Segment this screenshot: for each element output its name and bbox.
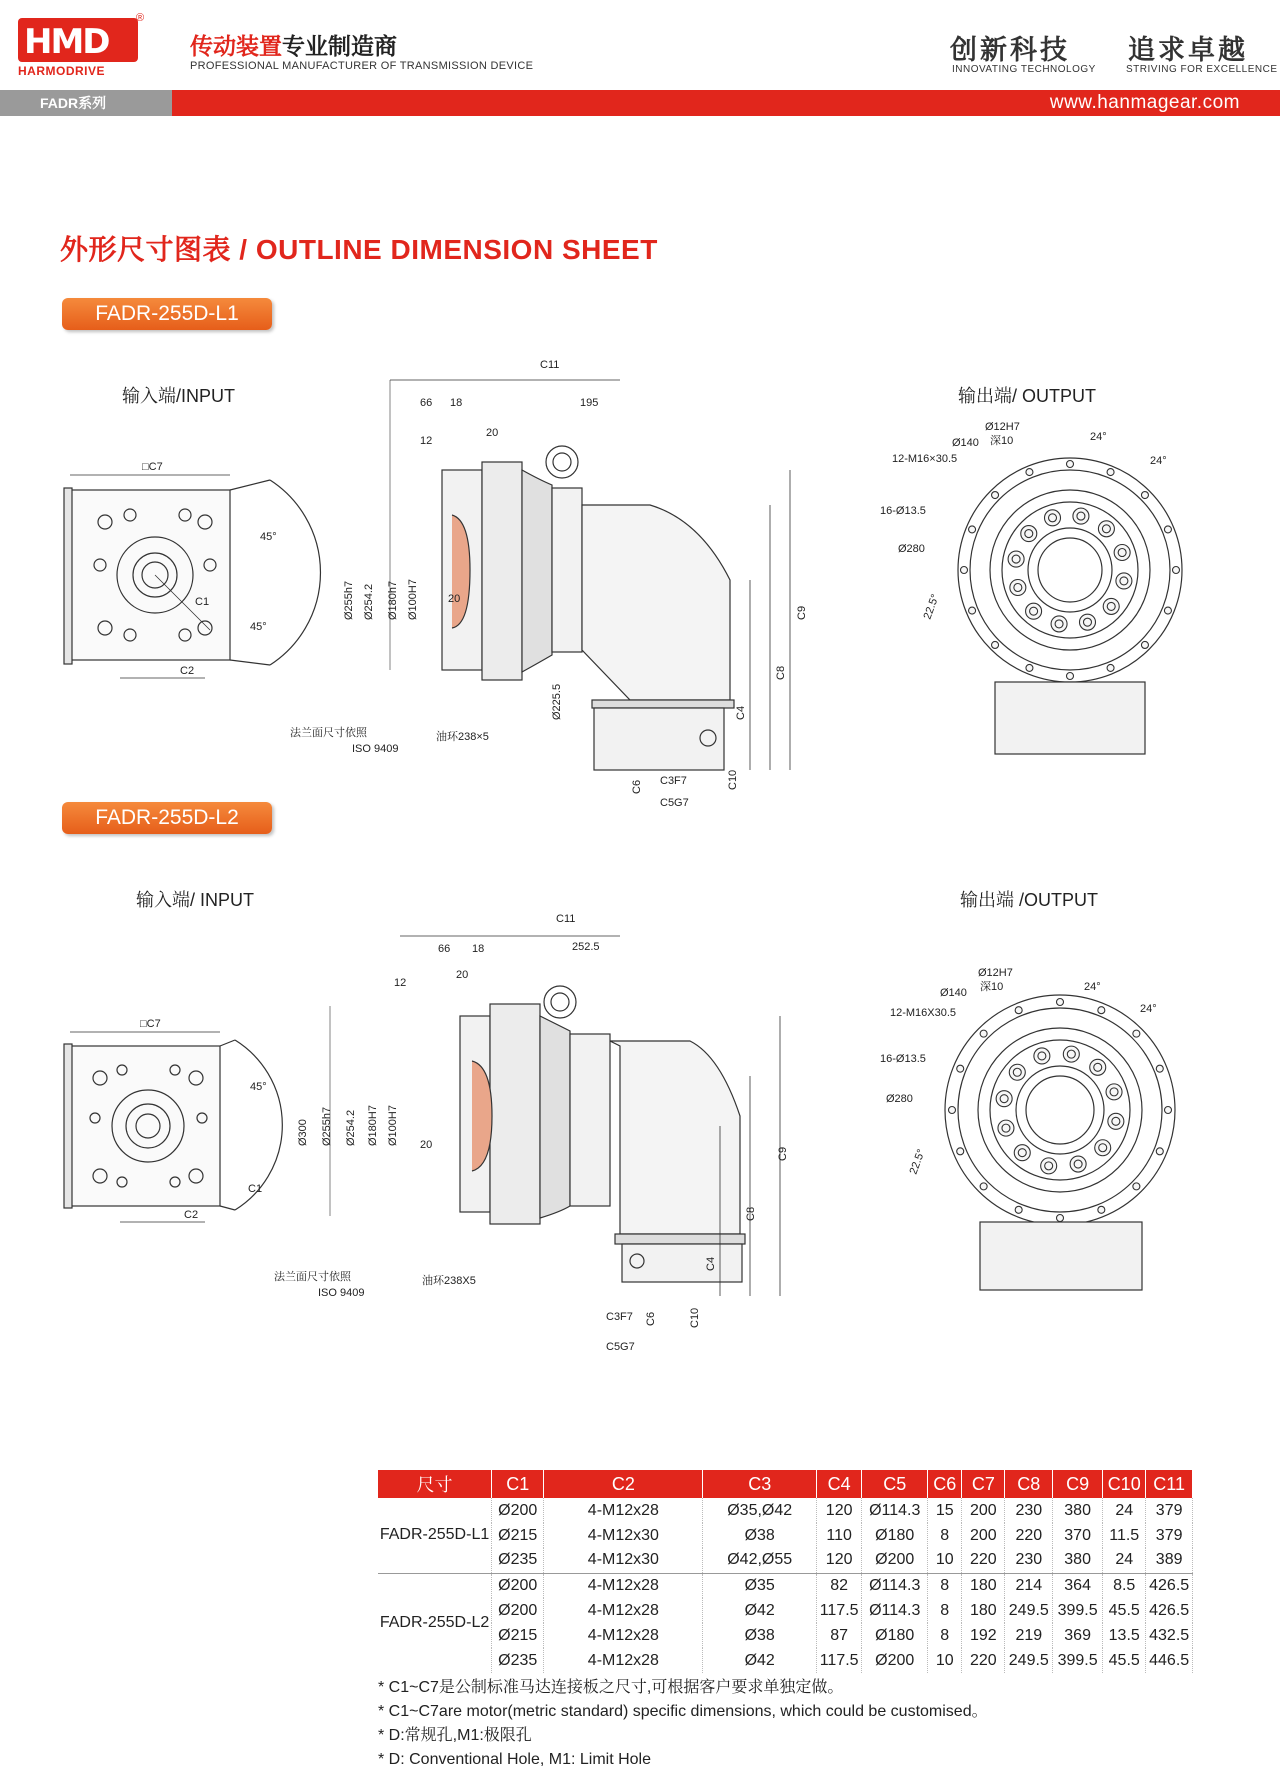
table-header-row bbox=[378, 1470, 1193, 1498]
dim-c1-l2: C1 bbox=[248, 1183, 263, 1195]
table-cell: 180 bbox=[962, 1573, 1005, 1598]
bolt-hole bbox=[949, 1107, 956, 1114]
bolt-hole bbox=[1015, 1206, 1022, 1213]
table-cell: 180 bbox=[962, 1598, 1005, 1623]
table-cell: Ø38 bbox=[703, 1523, 817, 1548]
table-cell: Ø35 bbox=[703, 1573, 817, 1598]
table-header-3: C3 bbox=[703, 1470, 817, 1498]
table-header-8: C8 bbox=[1005, 1470, 1053, 1498]
table-cell: Ø114.3 bbox=[862, 1498, 928, 1523]
table-cell: 230 bbox=[1005, 1498, 1053, 1523]
table-cell: 8.5 bbox=[1103, 1573, 1146, 1598]
dim-140: Ø140 bbox=[952, 437, 979, 449]
table-header-5: C5 bbox=[862, 1470, 928, 1498]
table-cell: Ø42,Ø55 bbox=[703, 1548, 817, 1573]
dim-c6: C6 bbox=[631, 779, 643, 794]
dim-100h7: Ø100H7 bbox=[407, 579, 419, 620]
dim-c11: C11 bbox=[540, 359, 560, 371]
dim-c9-l2: C9 bbox=[777, 1146, 789, 1161]
table-cell: 87 bbox=[817, 1623, 862, 1648]
tagline-english: PROFESSIONAL MANUFACTURER OF TRANSMISSION DEVICE bbox=[190, 60, 534, 72]
slogan-striving-en: STRIVING FOR EXCELLENCE bbox=[1126, 64, 1278, 75]
table-row bbox=[378, 1523, 1193, 1548]
table-cell: 11.5 bbox=[1103, 1523, 1146, 1548]
table-cell: 219 bbox=[1005, 1623, 1053, 1648]
table-cell: 82 bbox=[817, 1573, 862, 1598]
dim-280: Ø280 bbox=[898, 543, 925, 555]
dim-c6-l2: C6 bbox=[645, 1311, 657, 1326]
dim-c11-l2: C11 bbox=[556, 913, 576, 925]
table-row bbox=[378, 1573, 1193, 1598]
flange-note: 法兰面尺寸依照 bbox=[290, 727, 367, 739]
table-cell: 249.5 bbox=[1005, 1648, 1053, 1673]
series-label: FADR系列 bbox=[0, 90, 172, 116]
table-cell: Ø235 bbox=[492, 1548, 544, 1573]
thread-hole-inner bbox=[1112, 1117, 1120, 1125]
dim-c2-l2: C2 bbox=[184, 1209, 199, 1221]
table-cell: 13.5 bbox=[1103, 1623, 1146, 1648]
table-cell: Ø200 bbox=[492, 1598, 544, 1623]
table-cell: 24 bbox=[1103, 1498, 1146, 1523]
dim-c3f7: C3F7 bbox=[660, 775, 687, 787]
table-cell: 15 bbox=[928, 1498, 962, 1523]
dim-195: 195 bbox=[580, 397, 599, 409]
logo-mark bbox=[18, 18, 138, 62]
bolt-hole bbox=[1107, 664, 1114, 671]
bolt-hole bbox=[1057, 1215, 1064, 1222]
table-row bbox=[378, 1598, 1193, 1623]
bolt-hole bbox=[1156, 1065, 1163, 1072]
table-cell: 399.5 bbox=[1053, 1598, 1103, 1623]
table-cell: 220 bbox=[1005, 1523, 1053, 1548]
bolt-hole bbox=[980, 1183, 987, 1190]
dim-m16-l2: 12-M16X30.5 bbox=[890, 1007, 957, 1019]
thread-hole-inner bbox=[1014, 583, 1022, 591]
thread-hole-inner bbox=[1067, 1050, 1075, 1058]
bolt-hole bbox=[1141, 641, 1148, 648]
dim-180h7: Ø180h7 bbox=[387, 580, 399, 620]
table-cell: 4-M12x28 bbox=[544, 1498, 703, 1523]
table-cell: Ø215 bbox=[492, 1623, 544, 1648]
thread-hole-inner bbox=[1099, 1144, 1107, 1152]
table-header-7: C7 bbox=[962, 1470, 1005, 1498]
table-cell: Ø200 bbox=[862, 1548, 928, 1573]
model-tag-l1: FADR-255D-L1 bbox=[62, 298, 272, 330]
dim-225: Ø225.5 bbox=[551, 683, 563, 720]
dim-12: 12 bbox=[420, 435, 433, 447]
table-cell: 432.5 bbox=[1146, 1623, 1193, 1648]
dim-280-l2: Ø280 bbox=[886, 1093, 913, 1105]
input-view-l1 bbox=[60, 440, 290, 690]
table-cell: Ø38 bbox=[703, 1623, 817, 1648]
dim-angle-45-l2: 45° bbox=[250, 1081, 267, 1093]
slogan-innovating: 创新科技 bbox=[950, 35, 1070, 66]
logo-subtitle: HARMODRIVE bbox=[18, 64, 106, 78]
output-view-l2 bbox=[870, 960, 1230, 1340]
dim-66-l2: 66 bbox=[438, 943, 451, 955]
table-cell: Ø114.3 bbox=[862, 1573, 928, 1598]
dim-255h7-l2: Ø255h7 bbox=[321, 1106, 333, 1146]
table-cell: 4-M12x28 bbox=[544, 1623, 703, 1648]
table-header-2: C2 bbox=[544, 1470, 703, 1498]
oil-ring: 油环238×5 bbox=[436, 731, 489, 743]
input-label-l2: 输入端/ INPUT bbox=[136, 890, 255, 910]
table-cell: Ø35,Ø42 bbox=[703, 1498, 817, 1523]
table-header-10: C10 bbox=[1103, 1470, 1146, 1498]
thread-hole-inner bbox=[1018, 1149, 1026, 1157]
thread-hole-inner bbox=[1120, 577, 1128, 585]
dim-16holes: 16-Ø13.5 bbox=[880, 505, 926, 517]
dim-20: 20 bbox=[486, 427, 499, 439]
dim-c1: C1 bbox=[195, 596, 210, 608]
table-cell: Ø180 bbox=[862, 1523, 928, 1548]
dim-255h7: Ø255h7 bbox=[343, 580, 355, 620]
tagline-red: 传动装置 bbox=[190, 33, 282, 59]
table-cell: Ø200 bbox=[492, 1498, 544, 1523]
bolt-hole bbox=[1015, 1007, 1022, 1014]
slogan-innovating-en: INNOVATING TECHNOLOGY bbox=[952, 64, 1096, 75]
bolt-hole bbox=[1057, 999, 1064, 1006]
table-cell: 214 bbox=[1005, 1573, 1053, 1598]
dim-c8: C8 bbox=[775, 665, 787, 680]
bolt-hole bbox=[1026, 469, 1033, 476]
table-cell: Ø215 bbox=[492, 1523, 544, 1548]
bolt-hole bbox=[1156, 1148, 1163, 1155]
bolt-hole bbox=[1133, 1030, 1140, 1037]
table-header-11: C11 bbox=[1146, 1470, 1193, 1498]
table-cell: 192 bbox=[962, 1623, 1005, 1648]
bolt-hole bbox=[980, 1030, 987, 1037]
table-cell: 8 bbox=[928, 1523, 962, 1548]
input-view-l2 bbox=[60, 1010, 280, 1240]
dim-20b: 20 bbox=[448, 593, 461, 605]
bolt-hole bbox=[992, 641, 999, 648]
table-cell: 10 bbox=[928, 1548, 962, 1573]
table-cell: 249.5 bbox=[1005, 1598, 1053, 1623]
table-cell: 24 bbox=[1103, 1548, 1146, 1573]
dim-18: 18 bbox=[450, 397, 463, 409]
table-cell: Ø235 bbox=[492, 1648, 544, 1673]
table-cell: 45.5 bbox=[1103, 1598, 1146, 1623]
table-body bbox=[378, 1498, 1193, 1673]
bolt-hole bbox=[969, 526, 976, 533]
page-title: 外形尺寸图表 / OUTLINE DIMENSION SHEET bbox=[60, 234, 658, 265]
page-header bbox=[0, 0, 1280, 118]
table-cell: 399.5 bbox=[1053, 1648, 1103, 1673]
table-model-cell: FADR-255D-L2 bbox=[378, 1573, 492, 1673]
bolt-hole bbox=[1026, 664, 1033, 671]
table-cell: 380 bbox=[1053, 1548, 1103, 1573]
table-cell: 117.5 bbox=[817, 1598, 862, 1623]
table-model-cell: FADR-255D-L1 bbox=[378, 1498, 492, 1573]
logo-registered: ® bbox=[136, 12, 145, 24]
dim-angle-45b: 45° bbox=[250, 621, 267, 633]
table-cell: 379 bbox=[1146, 1523, 1193, 1548]
table-cell: 380 bbox=[1053, 1498, 1103, 1523]
dim-c5g7: C5G7 bbox=[660, 797, 689, 809]
table-row bbox=[378, 1648, 1193, 1673]
flange-iso: ISO 9409 bbox=[352, 743, 399, 755]
thread-hole-inner bbox=[1045, 1162, 1053, 1170]
table-cell: Ø114.3 bbox=[862, 1598, 928, 1623]
output-view-l1 bbox=[870, 420, 1230, 770]
thread-hole-inner bbox=[1077, 512, 1085, 520]
table-cell: 389 bbox=[1146, 1548, 1193, 1573]
table-header-4: C4 bbox=[817, 1470, 862, 1498]
thread-hole-inner bbox=[1030, 607, 1038, 615]
dim-m16: 12-M16×30.5 bbox=[892, 453, 958, 465]
thread-hole-inner bbox=[1055, 620, 1063, 628]
dim-12h7-l2: Ø12H7 bbox=[978, 967, 1013, 979]
thread-hole-inner bbox=[1049, 514, 1057, 522]
dim-100h7-l2: Ø100H7 bbox=[387, 1105, 399, 1146]
oil-ring-l2: 油环238X5 bbox=[422, 1275, 476, 1287]
table-header-1: C1 bbox=[492, 1470, 544, 1498]
thread-hole-inner bbox=[1094, 1063, 1102, 1071]
flange-note-l2: 法兰面尺寸依照 bbox=[274, 1271, 351, 1283]
dim-2525-l2: 252.5 bbox=[572, 941, 600, 953]
dim-c10-l2: C10 bbox=[689, 1307, 701, 1328]
table-cell: 200 bbox=[962, 1498, 1005, 1523]
dim-deep10: 深10 bbox=[990, 435, 1014, 447]
dim-deep10-l2: 深10 bbox=[980, 981, 1004, 993]
thread-hole-inner bbox=[1110, 1088, 1118, 1096]
bolt-hole bbox=[1165, 1107, 1172, 1114]
bolt-hole bbox=[961, 567, 968, 574]
bolt-hole bbox=[1141, 492, 1148, 499]
bolt-hole bbox=[1067, 461, 1074, 468]
table-cell: Ø180 bbox=[862, 1623, 928, 1648]
table-row bbox=[378, 1548, 1193, 1573]
thread-hole-inner bbox=[1002, 1124, 1010, 1132]
dim-18-l2: 18 bbox=[472, 943, 485, 955]
dim-angle-24b-l2: 24° bbox=[1140, 1003, 1157, 1015]
table-cell: 120 bbox=[817, 1548, 862, 1573]
table-row bbox=[378, 1498, 1193, 1523]
dim-66: 66 bbox=[420, 397, 433, 409]
bolt-hole bbox=[1164, 607, 1171, 614]
output-label-l2: 输出端 /OUTPUT bbox=[960, 890, 1098, 910]
table-cell: 426.5 bbox=[1146, 1573, 1193, 1598]
flange-iso-l2: ISO 9409 bbox=[318, 1287, 365, 1299]
dim-c7: □C7 bbox=[142, 461, 163, 473]
note-2: * C1~C7are motor(metric standard) specific dimensions, which could be customised。 bbox=[378, 1703, 988, 1720]
table-cell: 4-M12x30 bbox=[544, 1548, 703, 1573]
table-cell: 120 bbox=[817, 1498, 862, 1523]
dim-c10: C10 bbox=[727, 769, 739, 790]
dim-20-l2: 20 bbox=[456, 969, 469, 981]
dim-angle-24a-l2: 24° bbox=[1084, 981, 1101, 993]
table-cell: 370 bbox=[1053, 1523, 1103, 1548]
table-cell: Ø42 bbox=[703, 1648, 817, 1673]
thread-hole-inner bbox=[1074, 1160, 1082, 1168]
dim-angle-24b: 24° bbox=[1150, 455, 1167, 467]
dim-angle-225-l2: 22.5° bbox=[907, 1147, 928, 1177]
dim-c9: C9 bbox=[796, 605, 808, 620]
table-header-0: 尺寸 bbox=[378, 1470, 492, 1498]
dim-140-l2: Ø140 bbox=[940, 987, 967, 999]
table-header-9: C9 bbox=[1053, 1470, 1103, 1498]
tagline-black: 专业制造商 bbox=[282, 33, 397, 59]
dim-254-l2: Ø254.2 bbox=[345, 1109, 357, 1146]
dim-c4-l2: C4 bbox=[705, 1256, 717, 1271]
table-cell: Ø42 bbox=[703, 1598, 817, 1623]
side-view-l1 bbox=[290, 359, 850, 810]
table-cell: 364 bbox=[1053, 1573, 1103, 1598]
bolt-hole bbox=[1098, 1206, 1105, 1213]
dimension-table bbox=[378, 1470, 1193, 1673]
table-cell: 4-M12x28 bbox=[544, 1573, 703, 1598]
slogan-striving: 追求卓越 bbox=[1128, 35, 1248, 66]
thread-hole-inner bbox=[1000, 1095, 1008, 1103]
table-cell: 8 bbox=[928, 1573, 962, 1598]
table-cell: 45.5 bbox=[1103, 1648, 1146, 1673]
dim-254: Ø254.2 bbox=[363, 583, 375, 620]
dim-12-l2: 12 bbox=[394, 977, 407, 989]
bolt-hole bbox=[969, 607, 976, 614]
company-logo bbox=[18, 12, 145, 80]
table-cell: 4-M12x30 bbox=[544, 1523, 703, 1548]
bolt-hole bbox=[1173, 567, 1180, 574]
thread-hole-inner bbox=[1083, 618, 1091, 626]
table-cell: 446.5 bbox=[1146, 1648, 1193, 1673]
model-tag-l2: FADR-255D-L2 bbox=[62, 802, 272, 834]
dim-c2: C2 bbox=[180, 665, 195, 677]
bolt-hole bbox=[992, 492, 999, 499]
dim-180h7-l2: Ø180H7 bbox=[367, 1105, 379, 1146]
table-cell: 369 bbox=[1053, 1623, 1103, 1648]
dim-angle-225: 22.5° bbox=[921, 592, 942, 622]
table-cell: 10 bbox=[928, 1648, 962, 1673]
thread-hole-inner bbox=[1012, 555, 1020, 563]
table-row bbox=[378, 1623, 1193, 1648]
dim-c3f7-l2: C3F7 bbox=[606, 1311, 633, 1323]
side-view-l2 bbox=[270, 913, 850, 1356]
tagline-chinese bbox=[190, 28, 397, 61]
notes bbox=[378, 1676, 988, 1772]
bolt-hole bbox=[957, 1148, 964, 1155]
table-cell: 117.5 bbox=[817, 1648, 862, 1673]
note-3: * D:常规孔,M1:极限孔 bbox=[378, 1727, 532, 1744]
table-cell: 200 bbox=[962, 1523, 1005, 1548]
dim-angle-24a: 24° bbox=[1090, 431, 1107, 443]
bolt-hole bbox=[957, 1065, 964, 1072]
bolt-hole bbox=[1107, 469, 1114, 476]
header-bar bbox=[0, 90, 1280, 116]
bolt-hole bbox=[1133, 1183, 1140, 1190]
dim-angle-45a: 45° bbox=[260, 531, 277, 543]
logo-text: HMD bbox=[24, 22, 109, 62]
table-cell: 220 bbox=[962, 1548, 1005, 1573]
dim-12h7: Ø12H7 bbox=[985, 421, 1020, 433]
dim-c8-l2: C8 bbox=[745, 1206, 757, 1221]
dim-16holes-l2: 16-Ø13.5 bbox=[880, 1053, 926, 1065]
table-cell: 4-M12x28 bbox=[544, 1598, 703, 1623]
dim-c7-l2: □C7 bbox=[140, 1018, 161, 1030]
bolt-hole bbox=[1164, 526, 1171, 533]
output-label-l1: 输出端/ OUTPUT bbox=[958, 386, 1096, 406]
table-cell: 426.5 bbox=[1146, 1598, 1193, 1623]
table-cell: 110 bbox=[817, 1523, 862, 1548]
dim-c5g7-l2: C5G7 bbox=[606, 1341, 635, 1353]
website-link[interactable]: www.hanmagear.com bbox=[1049, 92, 1240, 113]
table-cell: 220 bbox=[962, 1648, 1005, 1673]
input-label-l1: 输入端/INPUT bbox=[122, 386, 236, 406]
table-cell: 8 bbox=[928, 1598, 962, 1623]
table-cell: 8 bbox=[928, 1623, 962, 1648]
table-cell: 4-M12x28 bbox=[544, 1648, 703, 1673]
thread-hole-inner bbox=[1118, 549, 1126, 557]
bolt-hole bbox=[1098, 1007, 1105, 1014]
table-header-6: C6 bbox=[928, 1470, 962, 1498]
table-cell: Ø200 bbox=[492, 1573, 544, 1598]
note-4: * D: Conventional Hole, M1: Limit Hole bbox=[378, 1751, 652, 1768]
thread-hole-inner bbox=[1107, 602, 1115, 610]
bolt-hole bbox=[1067, 673, 1074, 680]
dim-20b-l2: 20 bbox=[420, 1139, 433, 1151]
thread-hole-inner bbox=[1025, 530, 1033, 538]
thread-hole-inner bbox=[1038, 1052, 1046, 1060]
table-cell: 230 bbox=[1005, 1548, 1053, 1573]
table-cell: 379 bbox=[1146, 1498, 1193, 1523]
thread-hole-inner bbox=[1013, 1068, 1021, 1076]
dim-c4: C4 bbox=[735, 705, 747, 720]
note-1: * C1~C7是公制标准马达连接板之尺寸,可根据客户要求单独定做。 bbox=[378, 1679, 844, 1696]
dim-300-l2: Ø300 bbox=[297, 1119, 309, 1146]
table-cell: Ø200 bbox=[862, 1648, 928, 1673]
thread-hole-inner bbox=[1102, 525, 1110, 533]
